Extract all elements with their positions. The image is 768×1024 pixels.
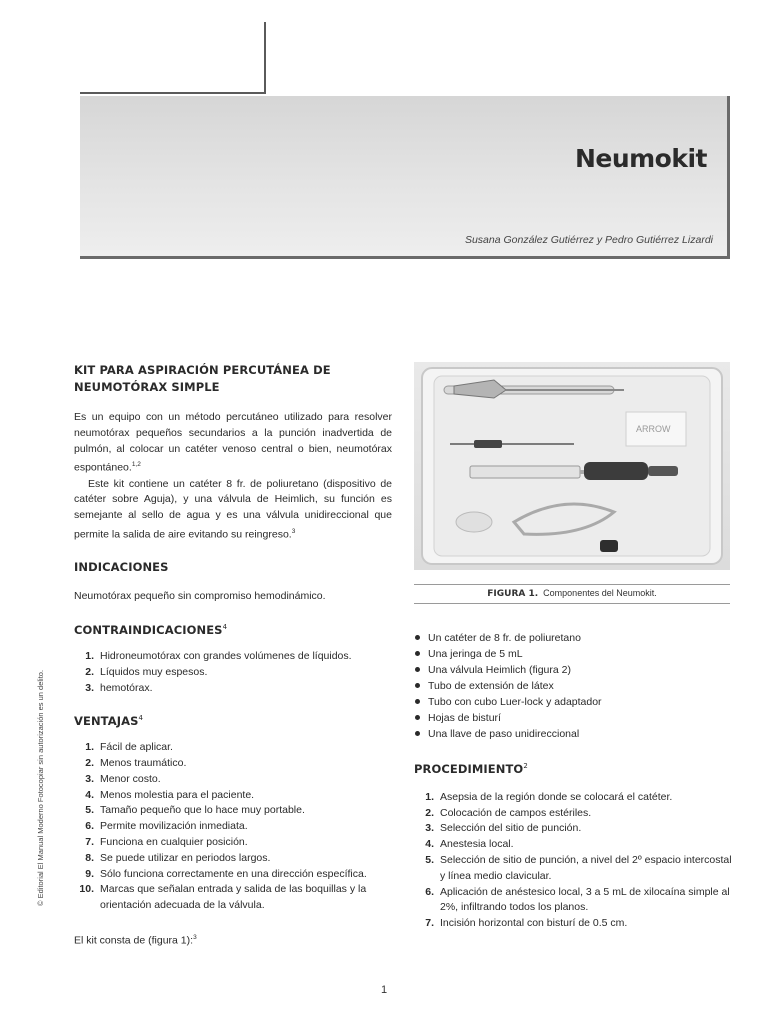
kit-description-paragraph: Este kit contiene un catéter 8 fr. de poliuretano (dispositivo de catéter sobre Aguja), y una válvula de Heimlich, su función es semejante al sello de agua y es una válvula unidireccional que permite la salida de aire evitando su reingreso.$^3$ bbox=[74, 477, 392, 541]
kit-illustration bbox=[414, 362, 730, 570]
list-item: 1. Fácil de aplicar. bbox=[85, 741, 173, 754]
list-item: 2. Menos traumático. bbox=[85, 757, 187, 770]
list-item: 1. Hidroneumotórax con grandes volúmenes de líquidos. bbox=[85, 650, 352, 662]
section-heading-ventajas: VENTAJAS$^4$ bbox=[74, 714, 144, 729]
list-item: Tubo con cubo Luer-lock y adaptador bbox=[414, 694, 732, 710]
list-item: Una válvula Heimlich (figura 2) bbox=[414, 662, 732, 678]
list-item: Hojas de bisturí bbox=[414, 710, 732, 726]
figure-caption bbox=[414, 584, 730, 604]
section-heading-indicaciones: INDICACIONES bbox=[74, 560, 169, 575]
list-item: 4. Menos molestia para el paciente. bbox=[85, 788, 255, 801]
copyright-note: © Editorial El Manual Moderno Fotocopiar sin autorización es un delito. bbox=[36, 669, 45, 906]
kit-consta-line: El kit consta de (figura 1):$^3$ bbox=[74, 933, 197, 947]
list-item: 7. Funciona en cualquier posición. bbox=[85, 836, 248, 848]
list-item: 10. Marcas que señalan entrada y salida de las boquillas y la orientación adecuada de la válvula. bbox=[79, 883, 367, 912]
page-number: 1 bbox=[380, 984, 388, 996]
list-item: Un catéter de 8 fr. de poliuretano bbox=[414, 630, 732, 646]
list-item: 7. Incisión horizontal con bisturí de 0.5 cm. bbox=[425, 917, 628, 930]
list-item: 5. Tamaño pequeño que lo hace muy portable. bbox=[85, 804, 305, 817]
figure-caption-text: Componentes del Neumokit. bbox=[543, 588, 657, 598]
section-heading-contraindicaciones: CONTRAINDICACIONES$^4$ bbox=[74, 623, 228, 637]
list-item: 1. Asepsia de la región donde se colocará el catéter. bbox=[425, 790, 673, 803]
list-item: Tubo de extensión de látex bbox=[414, 678, 732, 694]
arrow-brand-label: ARROW bbox=[636, 424, 671, 434]
procedimiento-list bbox=[414, 790, 732, 932]
list-item: 3. Selección del sitio de punción. bbox=[425, 822, 582, 835]
components-list bbox=[414, 630, 732, 742]
list-item: Una llave de paso unidireccional bbox=[414, 726, 732, 742]
list-item: 4. Anestesia local. bbox=[425, 838, 514, 851]
contraindicaciones-list bbox=[74, 649, 392, 696]
figure-1 bbox=[414, 362, 730, 604]
list-item: 9. Sólo funciona correctamente en una dirección específica. bbox=[85, 867, 367, 880]
authors: Susana González Gutiérrez y Pedro Gutiérrez Lizardi bbox=[464, 234, 713, 246]
list-item: 6. Aplicación de anéstesico local, 3 a 5 mL de xilocaína simple al 2%, infiltrando todos los planos. bbox=[425, 885, 730, 914]
right-column bbox=[414, 630, 732, 932]
header-decor-horizontal-line bbox=[80, 92, 266, 94]
list-item: 3. hemotórax. bbox=[85, 681, 153, 694]
list-item: Una jeringa de 5 mL bbox=[414, 646, 732, 662]
section-heading-procedimiento: PROCEDIMIENTO$^2$ bbox=[414, 761, 528, 776]
page-title: Neumokit bbox=[574, 144, 707, 173]
left-column bbox=[74, 362, 392, 949]
list-item: 3. Menor costo. bbox=[85, 772, 161, 785]
indicaciones-text: Neumotórax pequeño sin compromiso hemodinámico. bbox=[74, 590, 326, 603]
intro-paragraph: Es un equipo con un método percutáneo utilizado para resolver neumotórax pequeños secundarios a la punción inadvertida de pulmón, al colocar un catéter venoso central o bien, neumotórax espontáneo.$^{1,2}$ bbox=[74, 411, 392, 474]
chapter-header bbox=[80, 96, 730, 259]
list-item: 2. Líquidos muy espesos. bbox=[85, 665, 208, 678]
header-decor-vertical-line bbox=[264, 22, 266, 94]
list-item: 8. Se puede utilizar en periodos largos. bbox=[85, 851, 271, 864]
list-item: 2. Colocación de campos estériles. bbox=[425, 806, 592, 819]
list-item: 5. Selección de sitio de punción, a nivel del 2º espacio intercostal y línea medio clavicular. bbox=[425, 854, 732, 882]
section-heading-kit: KIT PARA ASPIRACIÓN PERCUTÁNEA DE NEUMOTÓRAX SIMPLE bbox=[74, 363, 331, 394]
kit-photo bbox=[414, 362, 730, 570]
ventajas-list bbox=[74, 740, 392, 914]
list-item: 6. Permite movilización inmediata. bbox=[85, 820, 248, 833]
figure-label: FIGURA 1. bbox=[487, 589, 539, 599]
